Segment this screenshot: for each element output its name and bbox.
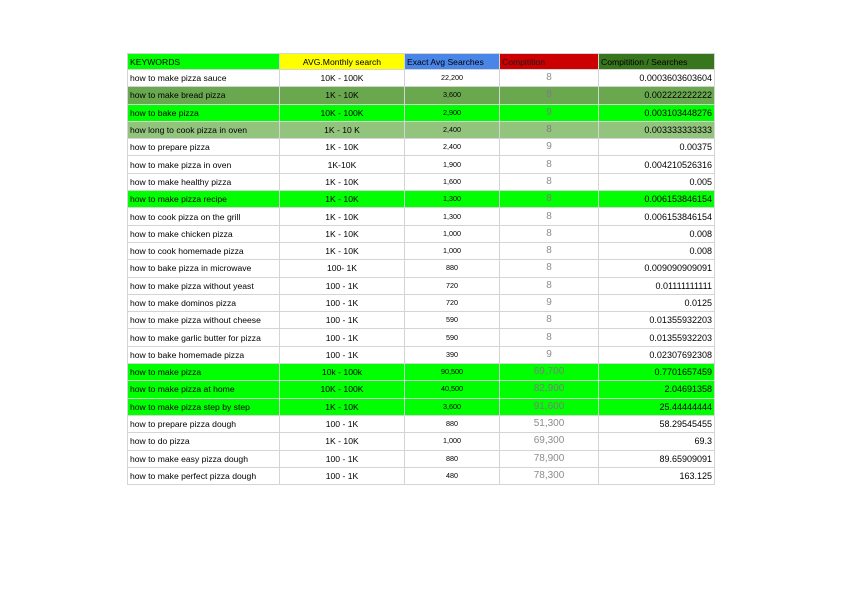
exact-searches-cell[interactable]: 880 [405, 260, 500, 277]
exact-searches-cell[interactable]: 480 [405, 467, 500, 484]
keyword-cell[interactable]: how to make pizza step by step [128, 398, 280, 415]
competition-cell[interactable]: 8 [500, 208, 599, 225]
keyword-cell[interactable]: how to make pizza in oven [128, 156, 280, 173]
table-row [128, 156, 715, 173]
exact-searches-cell[interactable]: 2,900 [405, 104, 500, 121]
table-row [128, 450, 715, 467]
competition-cell[interactable]: 8 [500, 191, 599, 208]
exact-searches-cell[interactable]: 40,500 [405, 381, 500, 398]
keyword-cell[interactable]: how to make pizza [128, 364, 280, 381]
ratio-cell[interactable]: 0.01355932203 [599, 312, 715, 329]
table-row [128, 260, 715, 277]
header-keywords[interactable]: KEYWORDS [128, 54, 280, 70]
competition-cell[interactable]: 8 [500, 87, 599, 104]
competition-cell[interactable]: 8 [500, 70, 599, 87]
competition-cell[interactable]: 78,900 [500, 450, 599, 467]
avg-monthly-cell[interactable]: 10k - 100k [280, 364, 405, 381]
competition-cell[interactable]: 8 [500, 121, 599, 138]
table-row [128, 364, 715, 381]
exact-searches-cell[interactable]: 22,200 [405, 70, 500, 87]
table-row [128, 225, 715, 242]
avg-monthly-cell[interactable]: 1K - 10K [280, 208, 405, 225]
table-row [128, 433, 715, 450]
ratio-cell[interactable]: 58.29545455 [599, 415, 715, 432]
avg-monthly-cell[interactable]: 100 - 1K [280, 277, 405, 294]
exact-searches-cell[interactable]: 880 [405, 415, 500, 432]
table-row [128, 329, 715, 346]
table-row [128, 121, 715, 138]
table-row [128, 398, 715, 415]
header-exact-avg-searches[interactable]: Exact Avg Searches [405, 54, 500, 70]
keyword-cell[interactable]: how to make garlic butter for pizza [128, 329, 280, 346]
competition-cell[interactable]: 91,600 [500, 398, 599, 415]
exact-searches-cell[interactable]: 2,400 [405, 121, 500, 138]
header-competition[interactable]: Compitition [500, 54, 599, 70]
ratio-cell[interactable]: 163.125 [599, 467, 715, 484]
keyword-cell[interactable]: how to make healthy pizza [128, 173, 280, 190]
exact-searches-cell[interactable]: 1,600 [405, 173, 500, 190]
avg-monthly-cell[interactable]: 1K-10K [280, 156, 405, 173]
competition-cell[interactable]: 9 [500, 346, 599, 363]
exact-searches-cell[interactable]: 590 [405, 329, 500, 346]
exact-searches-cell[interactable]: 1,900 [405, 156, 500, 173]
table-row [128, 467, 715, 484]
ratio-cell[interactable]: 0.008 [599, 242, 715, 259]
keyword-cell[interactable]: how to prepare pizza [128, 139, 280, 156]
exact-searches-cell[interactable]: 720 [405, 277, 500, 294]
header-row [128, 54, 715, 70]
exact-searches-cell[interactable]: 590 [405, 312, 500, 329]
avg-monthly-cell[interactable]: 100 - 1K [280, 346, 405, 363]
exact-searches-cell[interactable]: 2,400 [405, 139, 500, 156]
keyword-cell[interactable]: how to make pizza without cheese [128, 312, 280, 329]
competition-cell[interactable]: 9 [500, 294, 599, 311]
ratio-cell[interactable]: 25.44444444 [599, 398, 715, 415]
exact-searches-cell[interactable]: 90,500 [405, 364, 500, 381]
table-row [128, 381, 715, 398]
keyword-cell[interactable]: how to bake pizza [128, 104, 280, 121]
exact-searches-cell[interactable]: 880 [405, 450, 500, 467]
ratio-cell[interactable]: 0.006153846154 [599, 191, 715, 208]
table-body [128, 70, 715, 485]
ratio-cell[interactable]: 69.3 [599, 433, 715, 450]
table-row [128, 104, 715, 121]
table-row [128, 173, 715, 190]
avg-monthly-cell[interactable]: 100 - 1K [280, 329, 405, 346]
avg-monthly-cell[interactable]: 100 - 1K [280, 415, 405, 432]
avg-monthly-cell[interactable]: 10K - 100K [280, 381, 405, 398]
competition-cell[interactable]: 9 [500, 104, 599, 121]
exact-searches-cell[interactable]: 3,600 [405, 87, 500, 104]
exact-searches-cell[interactable]: 1,300 [405, 191, 500, 208]
avg-monthly-cell[interactable]: 100 - 1K [280, 450, 405, 467]
keyword-cell[interactable]: how to make pizza recipe [128, 191, 280, 208]
exact-searches-cell[interactable]: 1,000 [405, 225, 500, 242]
keyword-cell[interactable]: how to make bread pizza [128, 87, 280, 104]
competition-cell[interactable]: 8 [500, 312, 599, 329]
keyword-cell[interactable]: how to make pizza without yeast [128, 277, 280, 294]
competition-cell[interactable]: 51,300 [500, 415, 599, 432]
competition-cell[interactable]: 8 [500, 156, 599, 173]
exact-searches-cell[interactable]: 3,600 [405, 398, 500, 415]
avg-monthly-cell[interactable]: 1K - 10K [280, 225, 405, 242]
keyword-cell[interactable]: how to cook pizza on the grill [128, 208, 280, 225]
table-row [128, 277, 715, 294]
competition-cell[interactable]: 8 [500, 225, 599, 242]
competition-cell[interactable]: 8 [500, 242, 599, 259]
avg-monthly-cell[interactable]: 1K - 10K [280, 398, 405, 415]
avg-monthly-cell[interactable]: 1K - 10K [280, 139, 405, 156]
competition-cell[interactable]: 8 [500, 277, 599, 294]
keyword-cell[interactable]: how to bake pizza in microwave [128, 260, 280, 277]
keyword-cell[interactable]: how to make perfect pizza dough [128, 467, 280, 484]
table-row [128, 294, 715, 311]
avg-monthly-cell[interactable]: 1K - 10K [280, 191, 405, 208]
exact-searches-cell[interactable]: 720 [405, 294, 500, 311]
table-row [128, 242, 715, 259]
avg-monthly-cell[interactable]: 100- 1K [280, 260, 405, 277]
ratio-cell[interactable]: 89.65909091 [599, 450, 715, 467]
keyword-cell[interactable]: how to prepare pizza dough [128, 415, 280, 432]
ratio-cell[interactable]: 0.005 [599, 173, 715, 190]
table-row [128, 139, 715, 156]
ratio-cell[interactable]: 0.0125 [599, 294, 715, 311]
keyword-cell[interactable]: how to make easy pizza dough [128, 450, 280, 467]
avg-monthly-cell[interactable]: 1K - 10K [280, 242, 405, 259]
avg-monthly-cell[interactable]: 1K - 10 K [280, 121, 405, 138]
avg-monthly-cell[interactable]: 1K - 10K [280, 87, 405, 104]
competition-cell[interactable]: 8 [500, 329, 599, 346]
avg-monthly-cell[interactable]: 1K - 10K [280, 173, 405, 190]
keyword-cell[interactable]: how to make pizza at home [128, 381, 280, 398]
avg-monthly-cell[interactable]: 100 - 1K [280, 312, 405, 329]
avg-monthly-cell[interactable]: 100 - 1K [280, 467, 405, 484]
header-competition-per-searches[interactable]: Compitition / Searches [599, 54, 715, 70]
ratio-cell[interactable]: 0.01355932203 [599, 329, 715, 346]
ratio-cell[interactable]: 2.04691358 [599, 381, 715, 398]
table-row [128, 87, 715, 104]
exact-searches-cell[interactable]: 1,000 [405, 433, 500, 450]
avg-monthly-cell[interactable]: 10K - 100K [280, 70, 405, 87]
keyword-cell[interactable]: how long to cook pizza in oven [128, 121, 280, 138]
competition-cell[interactable]: 8 [500, 260, 599, 277]
keyword-cell[interactable]: how to make pizza sauce [128, 70, 280, 87]
ratio-cell[interactable]: 0.003333333333 [599, 121, 715, 138]
ratio-cell[interactable]: 0.00375 [599, 139, 715, 156]
avg-monthly-cell[interactable]: 100 - 1K [280, 294, 405, 311]
keyword-cell[interactable]: how to make chicken pizza [128, 225, 280, 242]
avg-monthly-cell[interactable]: 10K - 100K [280, 104, 405, 121]
table-row [128, 346, 715, 363]
keyword-spreadsheet [127, 53, 715, 485]
keyword-cell[interactable]: how to make dominos pizza [128, 294, 280, 311]
avg-monthly-cell[interactable]: 1K - 10K [280, 433, 405, 450]
ratio-cell[interactable]: 0.7701657459 [599, 364, 715, 381]
ratio-cell[interactable]: 0.008 [599, 225, 715, 242]
competition-cell[interactable]: 82,900 [500, 381, 599, 398]
competition-cell[interactable]: 8 [500, 173, 599, 190]
ratio-cell[interactable]: 0.0003603603604 [599, 70, 715, 87]
ratio-cell[interactable]: 0.004210526316 [599, 156, 715, 173]
exact-searches-cell[interactable]: 1,300 [405, 208, 500, 225]
ratio-cell[interactable]: 0.003103448276 [599, 104, 715, 121]
keyword-cell[interactable]: how to do pizza [128, 433, 280, 450]
table-row [128, 70, 715, 87]
ratio-cell[interactable]: 0.009090909091 [599, 260, 715, 277]
ratio-cell[interactable]: 0.02307692308 [599, 346, 715, 363]
competition-cell[interactable]: 69,300 [500, 433, 599, 450]
competition-cell[interactable]: 9 [500, 139, 599, 156]
competition-cell[interactable]: 69,700 [500, 364, 599, 381]
keyword-cell[interactable]: how to cook homemade pizza [128, 242, 280, 259]
ratio-cell[interactable]: 0.01111111111 [599, 277, 715, 294]
ratio-cell[interactable]: 0.002222222222 [599, 87, 715, 104]
table-row [128, 312, 715, 329]
competition-cell[interactable]: 78,300 [500, 467, 599, 484]
exact-searches-cell[interactable]: 1,000 [405, 242, 500, 259]
table-row [128, 415, 715, 432]
exact-searches-cell[interactable]: 390 [405, 346, 500, 363]
keyword-cell[interactable]: how to bake homemade pizza [128, 346, 280, 363]
table-row [128, 208, 715, 225]
header-avg-monthly-search[interactable]: AVG.Monthly search [280, 54, 405, 70]
ratio-cell[interactable]: 0.006153846154 [599, 208, 715, 225]
table-row [128, 191, 715, 208]
